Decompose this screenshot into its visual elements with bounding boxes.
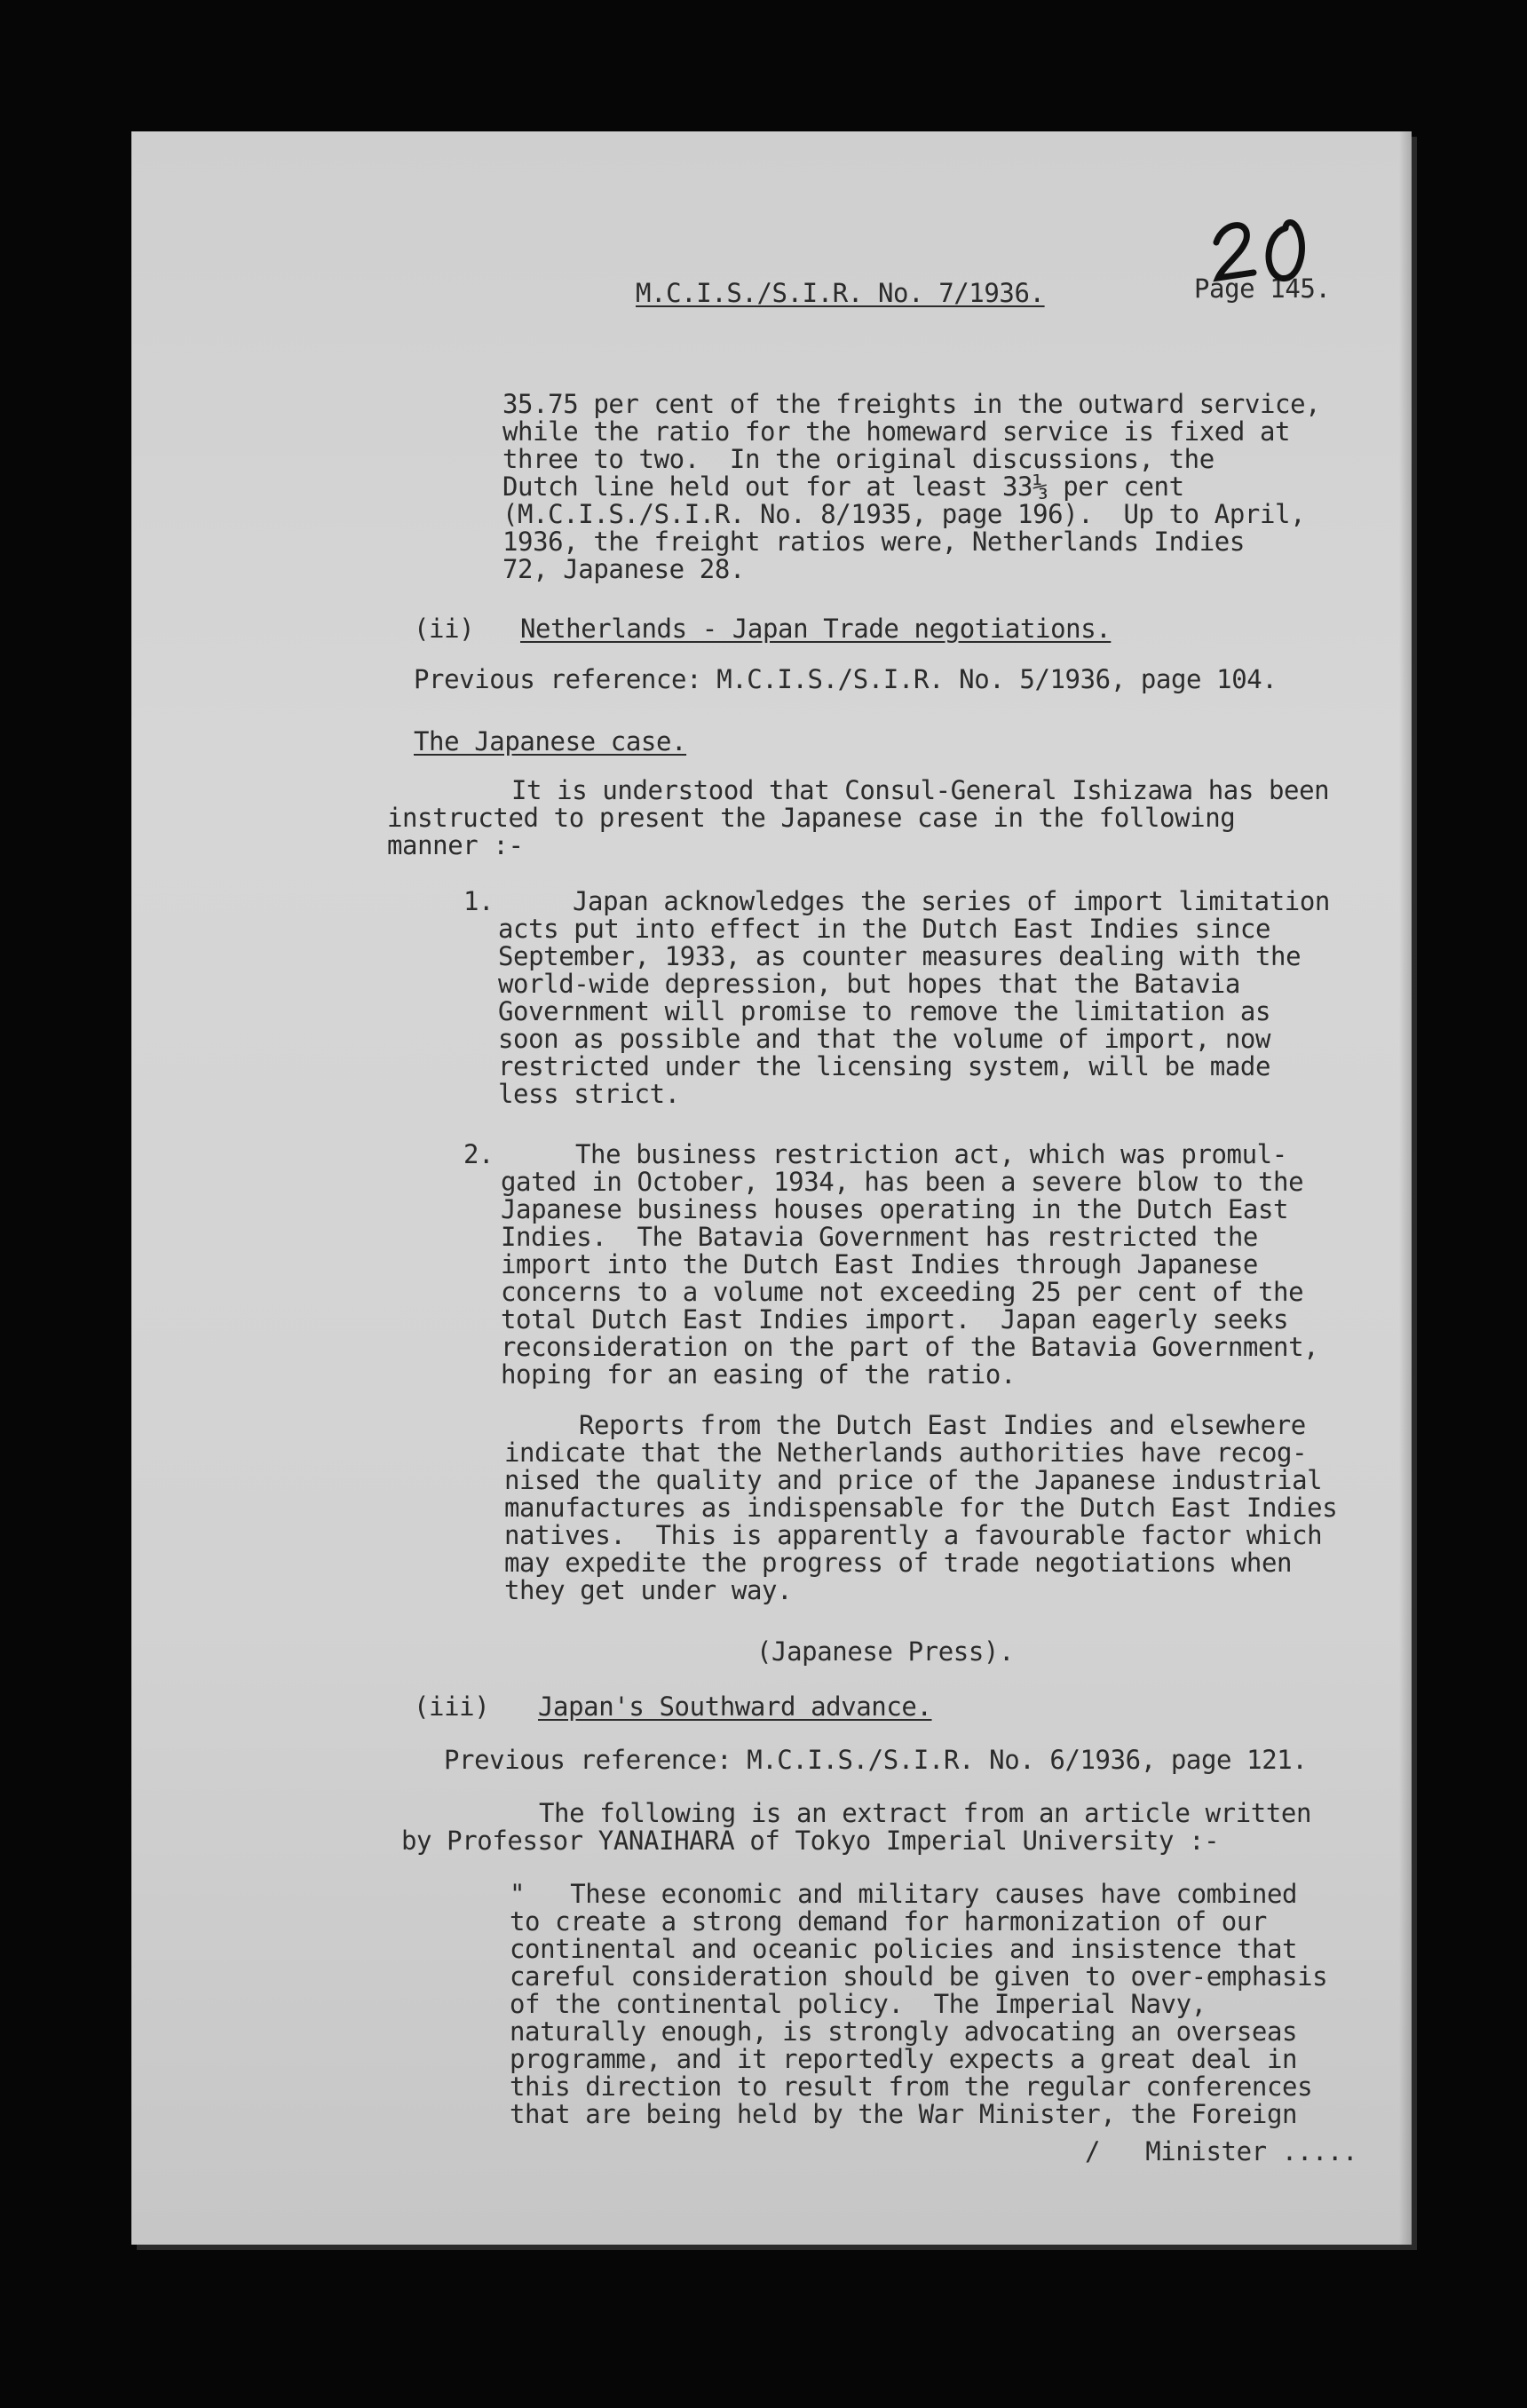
section-iii-number: (iii) xyxy=(414,1691,490,1722)
text-line: that are being held by the War Minister, the Foreign xyxy=(510,2099,1298,2129)
text-line: Dutch line held out for at least 33⅓ per cent xyxy=(502,471,1184,502)
text-line: 72, Japanese 28. xyxy=(502,554,745,584)
reports-paragraph xyxy=(504,1412,1337,1604)
text-line: this direction to result from the regular conferences xyxy=(510,2071,1313,2102)
text-line: natives. This is apparently a favourable factor which xyxy=(504,1520,1323,1550)
section-ii-number: (ii) xyxy=(414,614,475,644)
quoted-extract xyxy=(510,1881,1327,2128)
text-line: 1936, the freight ratios were, Netherlands Indies xyxy=(502,527,1245,557)
text-line: reconsideration on the part of the Batavia Government, xyxy=(501,1332,1319,1362)
document-reference: M.C.I.S./S.I.R. No. 7/1936. xyxy=(636,278,1045,308)
text-line: naturally enough, is strongly advocating an overseas xyxy=(510,2016,1298,2047)
text-line: (M.C.I.S./S.I.R. No. 8/1935, page 196). Up to April, xyxy=(502,499,1306,529)
item-1-number: 1. xyxy=(463,886,494,916)
section-ii-intro xyxy=(387,777,1329,859)
section-iii-title: Japan's Southward advance. xyxy=(538,1691,932,1722)
section-ii-title: Netherlands - Japan Trade negotiations. xyxy=(520,614,1112,644)
text-line: gated in October, 1934, has been a severe blow to the xyxy=(501,1167,1304,1197)
text-line: continental and oceanic policies and insistence that xyxy=(510,1934,1298,1964)
section-ii-previous-reference: Previous reference: M.C.I.S./S.I.R. No. 5/1936, page 104. xyxy=(414,664,1278,694)
section-iii-previous-reference: Previous reference: M.C.I.S./S.I.R. No. 6/1936, page 121. xyxy=(444,1745,1308,1775)
handwritten-page-number xyxy=(1207,209,1341,289)
text-line: three to two. In the original discussions, the xyxy=(502,444,1214,474)
text-line: Japanese business houses operating in the Dutch East xyxy=(501,1194,1289,1224)
text-line: Government will promise to remove the limitation as xyxy=(498,996,1271,1026)
text-line: manner :- xyxy=(387,830,524,860)
text-line: may expedite the progress of trade negotiations when xyxy=(504,1548,1293,1578)
text-line: concerns to a volume not exceeding 25 per cent of the xyxy=(501,1277,1304,1307)
text-line: 35.75 per cent of the freights in the outward service, xyxy=(502,389,1321,419)
text-line: import into the Dutch East Indies through Japanese xyxy=(501,1249,1258,1279)
section-iii-intro xyxy=(401,1800,1311,1855)
text-line: Reports from the Dutch East Indies and elsewhere xyxy=(579,1410,1306,1440)
text-line: by Professor YANAIHARA of Tokyo Imperial University :- xyxy=(401,1826,1220,1856)
text-line: The business restriction act, which was promul- xyxy=(575,1139,1287,1169)
text-line: while the ratio for the homeward service is fixed at xyxy=(502,416,1291,447)
text-line: they get under way. xyxy=(504,1575,793,1605)
text-line: to create a strong demand for harmonization of our xyxy=(510,1906,1267,1937)
text-line: world-wide depression, but hopes that the Batavia xyxy=(498,969,1240,999)
text-line: instructed to present the Japanese case in the following xyxy=(387,803,1236,833)
page-number: Page 145. xyxy=(1194,273,1331,304)
text-line: Indies. The Batavia Government has restricted the xyxy=(501,1222,1258,1252)
text-line: careful consideration should be given to over-emphasis xyxy=(510,1961,1328,1992)
text-line: " These economic and military causes have combined xyxy=(510,1879,1298,1909)
source-attribution: (Japanese Press). xyxy=(756,1636,1015,1667)
text-line: acts put into effect in the Dutch East Indies since xyxy=(498,914,1271,944)
text-line: The following is an extract from an article written xyxy=(539,1798,1312,1828)
text-line: total Dutch East Indies import. Japan eagerly seeks xyxy=(501,1304,1289,1335)
text-line: nised the quality and price of the Japanese industrial xyxy=(504,1465,1323,1495)
continued-paragraph xyxy=(502,391,1320,583)
item-1-text xyxy=(498,888,1330,1108)
text-line: manufactures as indispensable for the Dutch East Indies xyxy=(504,1493,1338,1523)
text-line: indicate that the Netherlands authorities have recog- xyxy=(504,1438,1308,1468)
item-2-text xyxy=(501,1141,1318,1389)
text-line: restricted under the licensing system, will be made xyxy=(498,1051,1271,1081)
text-line: Japan acknowledges the series of import limitation xyxy=(573,886,1330,916)
text-line: less strict. xyxy=(498,1079,680,1109)
item-2-number: 2. xyxy=(463,1139,494,1169)
text-line: September, 1933, as counter measures dealing with the xyxy=(498,941,1302,971)
catchword: / Minister ..... xyxy=(1085,2136,1358,2166)
text-line: hoping for an easing of the ratio. xyxy=(501,1359,1017,1390)
text-line: soon as possible and that the volume of import, now xyxy=(498,1024,1271,1054)
section-ii-subheading: The Japanese case. xyxy=(414,726,687,756)
text-line: of the continental policy. The Imperial Navy, xyxy=(510,1989,1207,2019)
text-line: programme, and it reportedly expects a great deal in xyxy=(510,2044,1298,2074)
text-line: It is understood that Consul-General Ishizawa has been xyxy=(511,775,1330,805)
